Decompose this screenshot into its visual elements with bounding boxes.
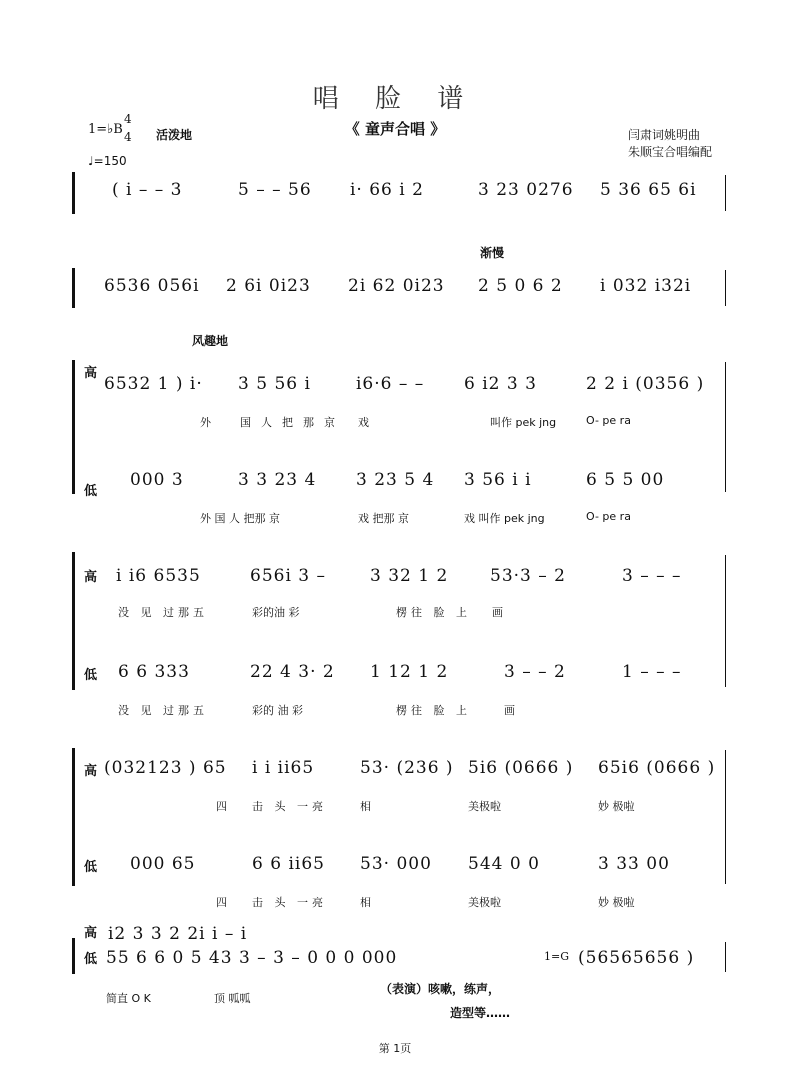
credit-arranger: 朱顺宝合唱编配 <box>628 145 713 159</box>
system-end-barline <box>725 555 726 687</box>
lyric: O- pe ra <box>586 510 631 523</box>
measure: 6 6 333 <box>118 662 190 682</box>
system-bracket <box>72 938 75 974</box>
performance-note: （表演）咳嗽，练声， <box>380 982 501 996</box>
measure: 1 12 1 2 <box>370 662 449 682</box>
measure: i 032 i32i <box>600 276 692 296</box>
measure: ( i – – 3 <box>112 180 183 200</box>
system-end-barline <box>725 362 726 492</box>
lyric: 没 见 过那五 <box>118 704 208 717</box>
measure: 65i6 (0666 ) <box>598 758 716 778</box>
expression-mark: 风趣地 <box>192 334 229 348</box>
lyric: 画 <box>492 606 503 619</box>
lyric: 击 头 一亮 <box>252 800 327 813</box>
time-sig-top: 4 <box>124 112 132 126</box>
measure: 53· 000 <box>360 854 432 874</box>
lyric: 外 国 人 把那 京 <box>200 512 280 525</box>
lyric: 彩的油 彩 <box>252 606 300 619</box>
measure: 6536 056i <box>104 276 200 296</box>
lyric: 简直 O K <box>106 992 151 1005</box>
system-bracket <box>72 172 75 214</box>
lyric: 戏 <box>358 416 369 429</box>
measure: i i ii65 <box>252 758 315 778</box>
system-bracket <box>72 552 75 690</box>
credit-lyricist-composer: 闫肃词姚明曲 <box>628 128 701 142</box>
measure: 3 3 23 4 <box>238 470 317 490</box>
lyric: 相 <box>360 896 371 909</box>
measure: 53· (236 ) <box>360 758 454 778</box>
measure: 2 5 0 6 2 <box>478 276 563 296</box>
measure: 6 5 5 00 <box>586 470 665 490</box>
lyric: 楞往 脸 上 <box>396 606 471 619</box>
measure: i· 66 i 2 <box>350 180 424 200</box>
part-label-low: 低 <box>84 668 98 683</box>
measure: i i6 6535 <box>116 566 201 586</box>
measure: 2i 62 0i23 <box>348 276 445 296</box>
lyric: 没 见 过那五 <box>118 606 208 619</box>
lyric: 击 头 一亮 <box>252 896 327 909</box>
measure: 000 3 <box>130 470 184 490</box>
measure: 3 5 56 i <box>238 374 311 394</box>
system-end-barline <box>725 942 726 972</box>
measure: 3 23 0276 <box>478 180 574 200</box>
measure: 6 i2 3 3 <box>464 374 537 394</box>
part-label-high: 高 <box>84 570 98 585</box>
measure: 3 – – 2 <box>504 662 566 682</box>
lyric: 楞往 脸 上 <box>396 704 471 717</box>
part-label-low: 低 <box>84 860 98 875</box>
subtitle: 《 童声合唱 》 <box>344 120 446 138</box>
lyric: 国人把那京 <box>240 416 345 429</box>
lyric: 美极啦 <box>468 800 501 813</box>
measure: 3 – – – <box>622 566 682 586</box>
measure: 6 6 ii65 <box>252 854 325 874</box>
measure: 22 4 3· 2 <box>250 662 335 682</box>
part-label-low: 低 <box>84 484 98 499</box>
measure: i6·6 – – <box>356 374 425 394</box>
measure: 3 32 1 2 <box>370 566 449 586</box>
page-number: 第 1页 <box>378 1042 412 1055</box>
system-bracket <box>72 268 75 308</box>
measure: 3 56 i i <box>464 470 532 490</box>
part-label-high: 高 <box>84 764 98 779</box>
lyric: O- pe ra <box>586 414 631 427</box>
lyric: 彩的 油 彩 <box>252 704 303 717</box>
lyric: 叫作 pek jng <box>490 416 557 429</box>
key-change-mark: 1=G <box>544 950 570 963</box>
time-sig-bottom: 4 <box>124 130 132 144</box>
measure: 2 6i 0i23 <box>226 276 311 296</box>
system-end-barline <box>725 175 726 211</box>
measure: 5 – – 56 <box>238 180 312 200</box>
lyric: 四 <box>216 896 227 909</box>
lyric: 外 <box>200 416 211 429</box>
lyric: 妙 极啦 <box>598 896 635 909</box>
lyric: 顶 呱呱 <box>214 992 251 1005</box>
expression-mark: 活泼地 <box>156 128 193 142</box>
tempo-mark: ♩=150 <box>88 154 127 168</box>
measure: 1 – – – <box>622 662 682 682</box>
measure: 2 2 i (0356 ) <box>586 374 705 394</box>
measure: 656i 3 – <box>250 566 327 586</box>
system-end-barline <box>725 270 726 306</box>
measure: 53·3 – 2 <box>490 566 566 586</box>
tempo-change-mark: 渐慢 <box>480 246 505 260</box>
lyric: 画 <box>504 704 515 717</box>
page-title: 唱 脸 谱 <box>312 84 478 114</box>
measure: i2 3 3 2 2i i – i <box>108 924 248 944</box>
measure: (56565656 ) <box>578 948 695 968</box>
system-bracket <box>72 748 75 886</box>
system-end-barline <box>725 750 726 884</box>
measure: 5 36 65 6i <box>600 180 697 200</box>
system-bracket <box>72 360 75 494</box>
measure: 6532 1 ) i· <box>104 374 203 394</box>
measure: 544 0 0 <box>468 854 540 874</box>
lyric: 美极啦 <box>468 896 501 909</box>
measure: 55 6 6 0 5 43 3 – 3 – 0 0 0 000 <box>106 948 398 968</box>
lyric: 相 <box>360 800 371 813</box>
lyric: 戏 叫作 pek jng <box>464 512 545 525</box>
lyric: 妙 极啦 <box>598 800 635 813</box>
measure: 000 65 <box>130 854 196 874</box>
measure: 3 33 00 <box>598 854 670 874</box>
measure: 3 23 5 4 <box>356 470 435 490</box>
measure: (032123 ) 65 <box>104 758 227 778</box>
measure: 5i6 (0666 ) <box>468 758 574 778</box>
lyric: 四 <box>216 800 227 813</box>
part-label-low: 低 <box>84 952 98 967</box>
key-signature: 1=♭B <box>88 122 123 137</box>
performance-note: 造型等…… <box>450 1006 511 1020</box>
part-label-high: 高 <box>84 366 98 381</box>
part-label-high: 高 <box>84 926 98 941</box>
lyric: 戏 把那 京 <box>358 512 409 525</box>
